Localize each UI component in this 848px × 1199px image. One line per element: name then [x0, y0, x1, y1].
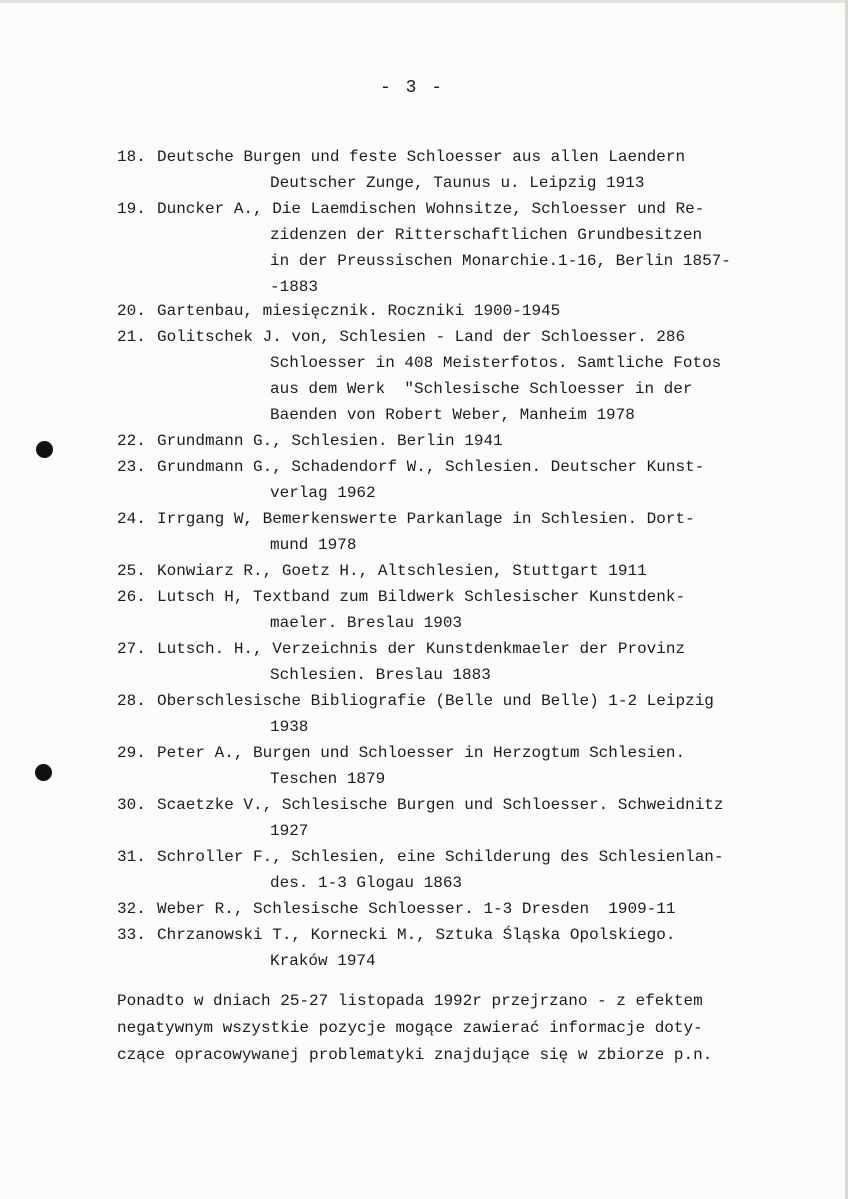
entry-text: Peter A., Burgen und Schloesser in Herzogtum Schlesien.	[157, 744, 686, 762]
entry-text-continuation: Schlesien. Breslau 1883	[270, 666, 491, 684]
entry-text: Scaetzke V., Schlesische Burgen und Schloesser. Schweidnitz	[157, 796, 724, 814]
entry-text-continuation: Kraków 1974	[270, 952, 376, 970]
paragraph-line: czące opracowywanej problematyki znajdujące się w zbiorze p.n.	[117, 1046, 713, 1064]
entry-text: Gartenbau, miesięcznik. Roczniki 1900-1945	[157, 302, 561, 320]
bibliography-entry	[117, 324, 817, 428]
bibliography-entry	[117, 636, 817, 688]
entry-text-continuation: 1938	[270, 718, 309, 736]
bibliography-entry	[117, 298, 817, 324]
entry-text-continuation: zidenzen der Ritterschaftlichen Grundbesitzen	[270, 226, 703, 244]
entry-text: Oberschlesische Bibliografie (Belle und Belle) 1-2 Leipzig	[157, 692, 714, 710]
bibliography-entry	[117, 896, 817, 922]
punch-hole-mark	[36, 441, 53, 458]
entry-text-continuation: Deutscher Zunge, Taunus u. Leipzig 1913	[270, 174, 645, 192]
bibliography-entry	[117, 740, 817, 792]
bibliography-entry	[117, 144, 817, 196]
entry-text-continuation: Teschen 1879	[270, 770, 386, 788]
page-edge-top	[0, 0, 848, 3]
entry-number: 30.	[117, 796, 146, 814]
entry-number: 25.	[117, 562, 146, 580]
bibliography-entry	[117, 506, 817, 558]
entry-number: 29.	[117, 744, 146, 762]
entry-number: 28.	[117, 692, 146, 710]
entry-text-continuation: Baenden von Robert Weber, Manheim 1978	[270, 406, 635, 424]
entry-number: 19.	[117, 200, 146, 218]
entry-text: Deutsche Burgen und feste Schloesser aus allen Laendern	[157, 148, 686, 166]
entry-text: Konwiarz R., Goetz H., Altschlesien, Stuttgart 1911	[157, 562, 647, 580]
entry-text: Chrzanowski T., Kornecki M., Sztuka Śląska Opolskiego.	[157, 926, 676, 944]
bibliography-entry	[117, 922, 817, 974]
bibliography-entry	[117, 196, 817, 300]
entry-text-continuation: Schloesser in 408 Meisterfotos. Samtliche Fotos	[270, 354, 722, 372]
entry-number: 26.	[117, 588, 146, 606]
entry-text: Lutsch H, Textband zum Bildwerk Schlesischer Kunstdenk-	[157, 588, 686, 606]
entry-text: Lutsch. H., Verzeichnis der Kunstdenkmaeler der Provinz	[157, 640, 686, 658]
entry-text-continuation: aus dem Werk "Schlesische Schloesser in der	[270, 380, 693, 398]
entry-number: 24.	[117, 510, 146, 528]
entry-text-continuation: -1883	[270, 278, 319, 296]
paragraph-line: negatywnym wszystkie pozycje mogące zawierać informacje doty-	[117, 1019, 703, 1037]
bibliography-entry	[117, 428, 817, 454]
entry-text: Schroller F., Schlesien, eine Schilderung des Schlesienlan-	[157, 848, 724, 866]
entry-text-continuation: verlag 1962	[270, 484, 376, 502]
entry-number: 27.	[117, 640, 146, 658]
entry-text-continuation: 1927	[270, 822, 309, 840]
closing-paragraph	[117, 988, 797, 1069]
entry-number: 18.	[117, 148, 146, 166]
bibliography-entry	[117, 454, 817, 506]
entry-text: Irrgang W, Bemerkenswerte Parkanlage in Schlesien. Dort-	[157, 510, 695, 528]
bibliography-entry	[117, 844, 817, 896]
bibliography-entry	[117, 558, 817, 584]
page-number: - 3 -	[380, 78, 445, 98]
bibliography-entry	[117, 688, 817, 740]
entry-text: Grundmann G., Schlesien. Berlin 1941	[157, 432, 503, 450]
entry-number: 33.	[117, 926, 146, 944]
entry-number: 20.	[117, 302, 146, 320]
entry-text-continuation: des. 1-3 Glogau 1863	[270, 874, 463, 892]
entry-text: Duncker A., Die Laemdischen Wohnsitze, Schloesser und Re-	[157, 200, 705, 218]
entry-text-continuation: in der Preussischen Monarchie.1-16, Berlin 1857-	[270, 252, 731, 270]
punch-hole-mark	[35, 764, 52, 781]
entry-number: 31.	[117, 848, 146, 866]
entry-text: Weber R., Schlesische Schloesser. 1-3 Dresden 1909-11	[157, 900, 676, 918]
paragraph-line: Ponadto w dniach 25-27 listopada 1992r przejrzano - z efektem	[117, 992, 703, 1010]
entry-text-continuation: mund 1978	[270, 536, 357, 554]
entry-number: 23.	[117, 458, 146, 476]
entry-number: 32.	[117, 900, 146, 918]
bibliography-entry	[117, 584, 817, 636]
entry-number: 22.	[117, 432, 146, 450]
entry-number: 21.	[117, 328, 146, 346]
bibliography-entry	[117, 792, 817, 844]
entry-text-continuation: maeler. Breslau 1903	[270, 614, 463, 632]
entry-text: Golitschek J. von, Schlesien - Land der Schloesser. 286	[157, 328, 686, 346]
entry-text: Grundmann G., Schadendorf W., Schlesien. Deutscher Kunst-	[157, 458, 705, 476]
